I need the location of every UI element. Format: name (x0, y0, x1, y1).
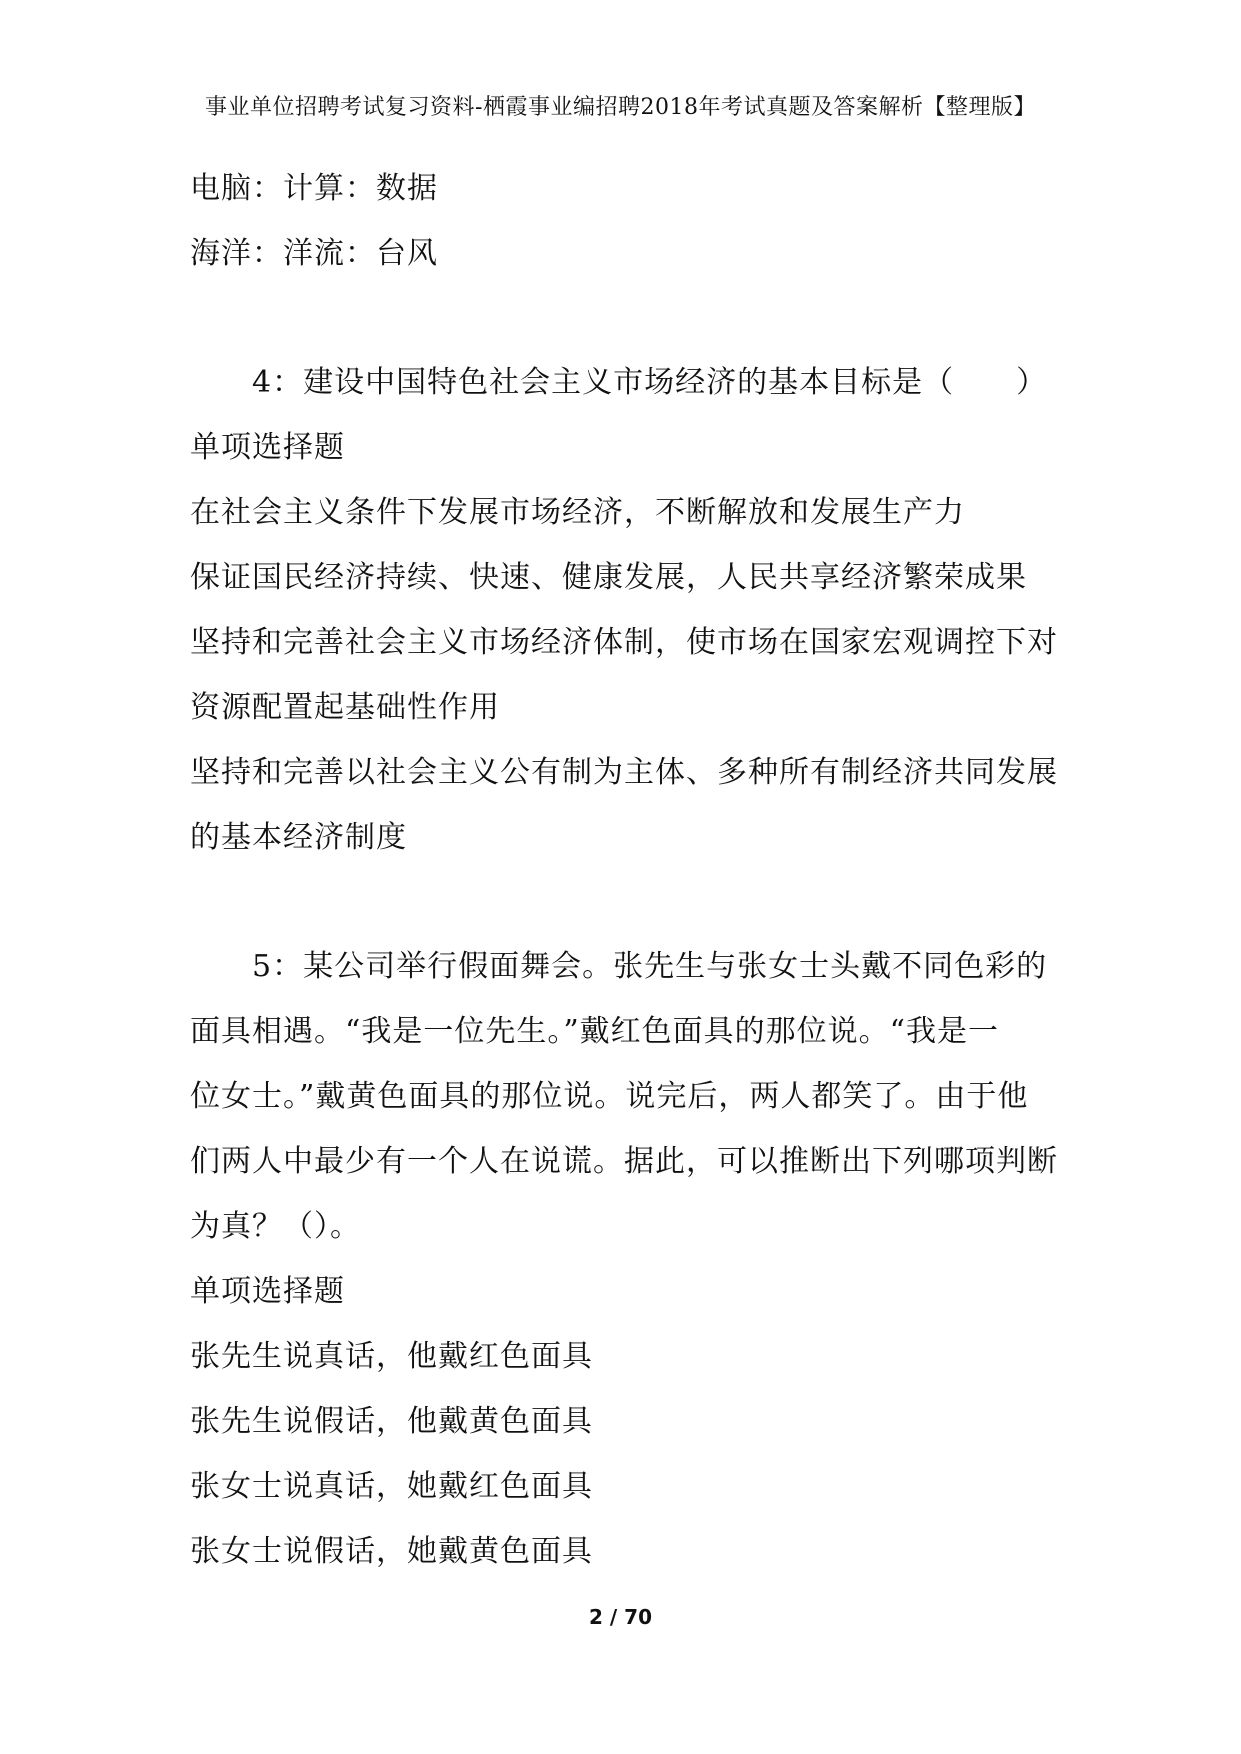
option-line: 在社会主义条件下发展市场经济，不断解放和发展生产力 (190, 495, 965, 530)
question-type: 单项选择题 (190, 430, 345, 465)
question-5 (190, 934, 1060, 1584)
option-line: 张先生说假话，他戴黄色面具 (190, 1404, 593, 1439)
question-type: 单项选择题 (190, 1274, 345, 1309)
question-title-line: 为真？（）。 (190, 1209, 361, 1244)
question-4 (190, 350, 1060, 870)
question-title: 4：建设中国特色社会主义市场经济的基本目标是（ ） (252, 365, 1048, 400)
page-number: 2 / 70 (589, 1605, 652, 1629)
question-title-line: 5：某公司举行假面舞会。张先生与张女士头戴不同色彩的 (252, 949, 1048, 984)
spacer (190, 870, 1060, 934)
option-line: 坚持和完善以社会主义公有制为主体、多种所有制经济共同发展 (190, 755, 1058, 790)
option-line: 保证国民经济持续、快速、健康发展，人民共享经济繁荣成果 (190, 560, 1027, 595)
question-title-line: 面具相遇。“我是一位先生。”戴红色面具的那位说。“我是一 (190, 1014, 1000, 1049)
spacer (190, 286, 1060, 350)
option-line: 资源配置起基础性作用 (190, 690, 500, 725)
option-line: 张女士说假话，她戴黄色面具 (190, 1534, 593, 1569)
option-line: 张女士说真话，她戴红色面具 (190, 1469, 593, 1504)
option-line: 的基本经济制度 (190, 820, 407, 855)
question-title-line: 们两人中最少有一个人在说谎。据此，可以推断出下列哪项判断 (190, 1144, 1058, 1179)
option-line: 张先生说真话，他戴红色面具 (190, 1339, 593, 1374)
page-header: 事业单位招聘考试复习资料-栖霞事业编招聘2018年考试真题及答案解析【整理版】 (205, 95, 1036, 120)
question-title-line: 位女士。”戴黄色面具的那位说。说完后，两人都笑了。由于他 (190, 1079, 1029, 1114)
previous-question-options (190, 156, 1060, 286)
option-line: 坚持和完善社会主义市场经济体制，使市场在国家宏观调控下对 (190, 625, 1058, 660)
option-line: 电脑：计算：数据 (190, 171, 438, 206)
page-content (190, 156, 1060, 1584)
option-line: 海洋：洋流：台风 (190, 236, 438, 271)
